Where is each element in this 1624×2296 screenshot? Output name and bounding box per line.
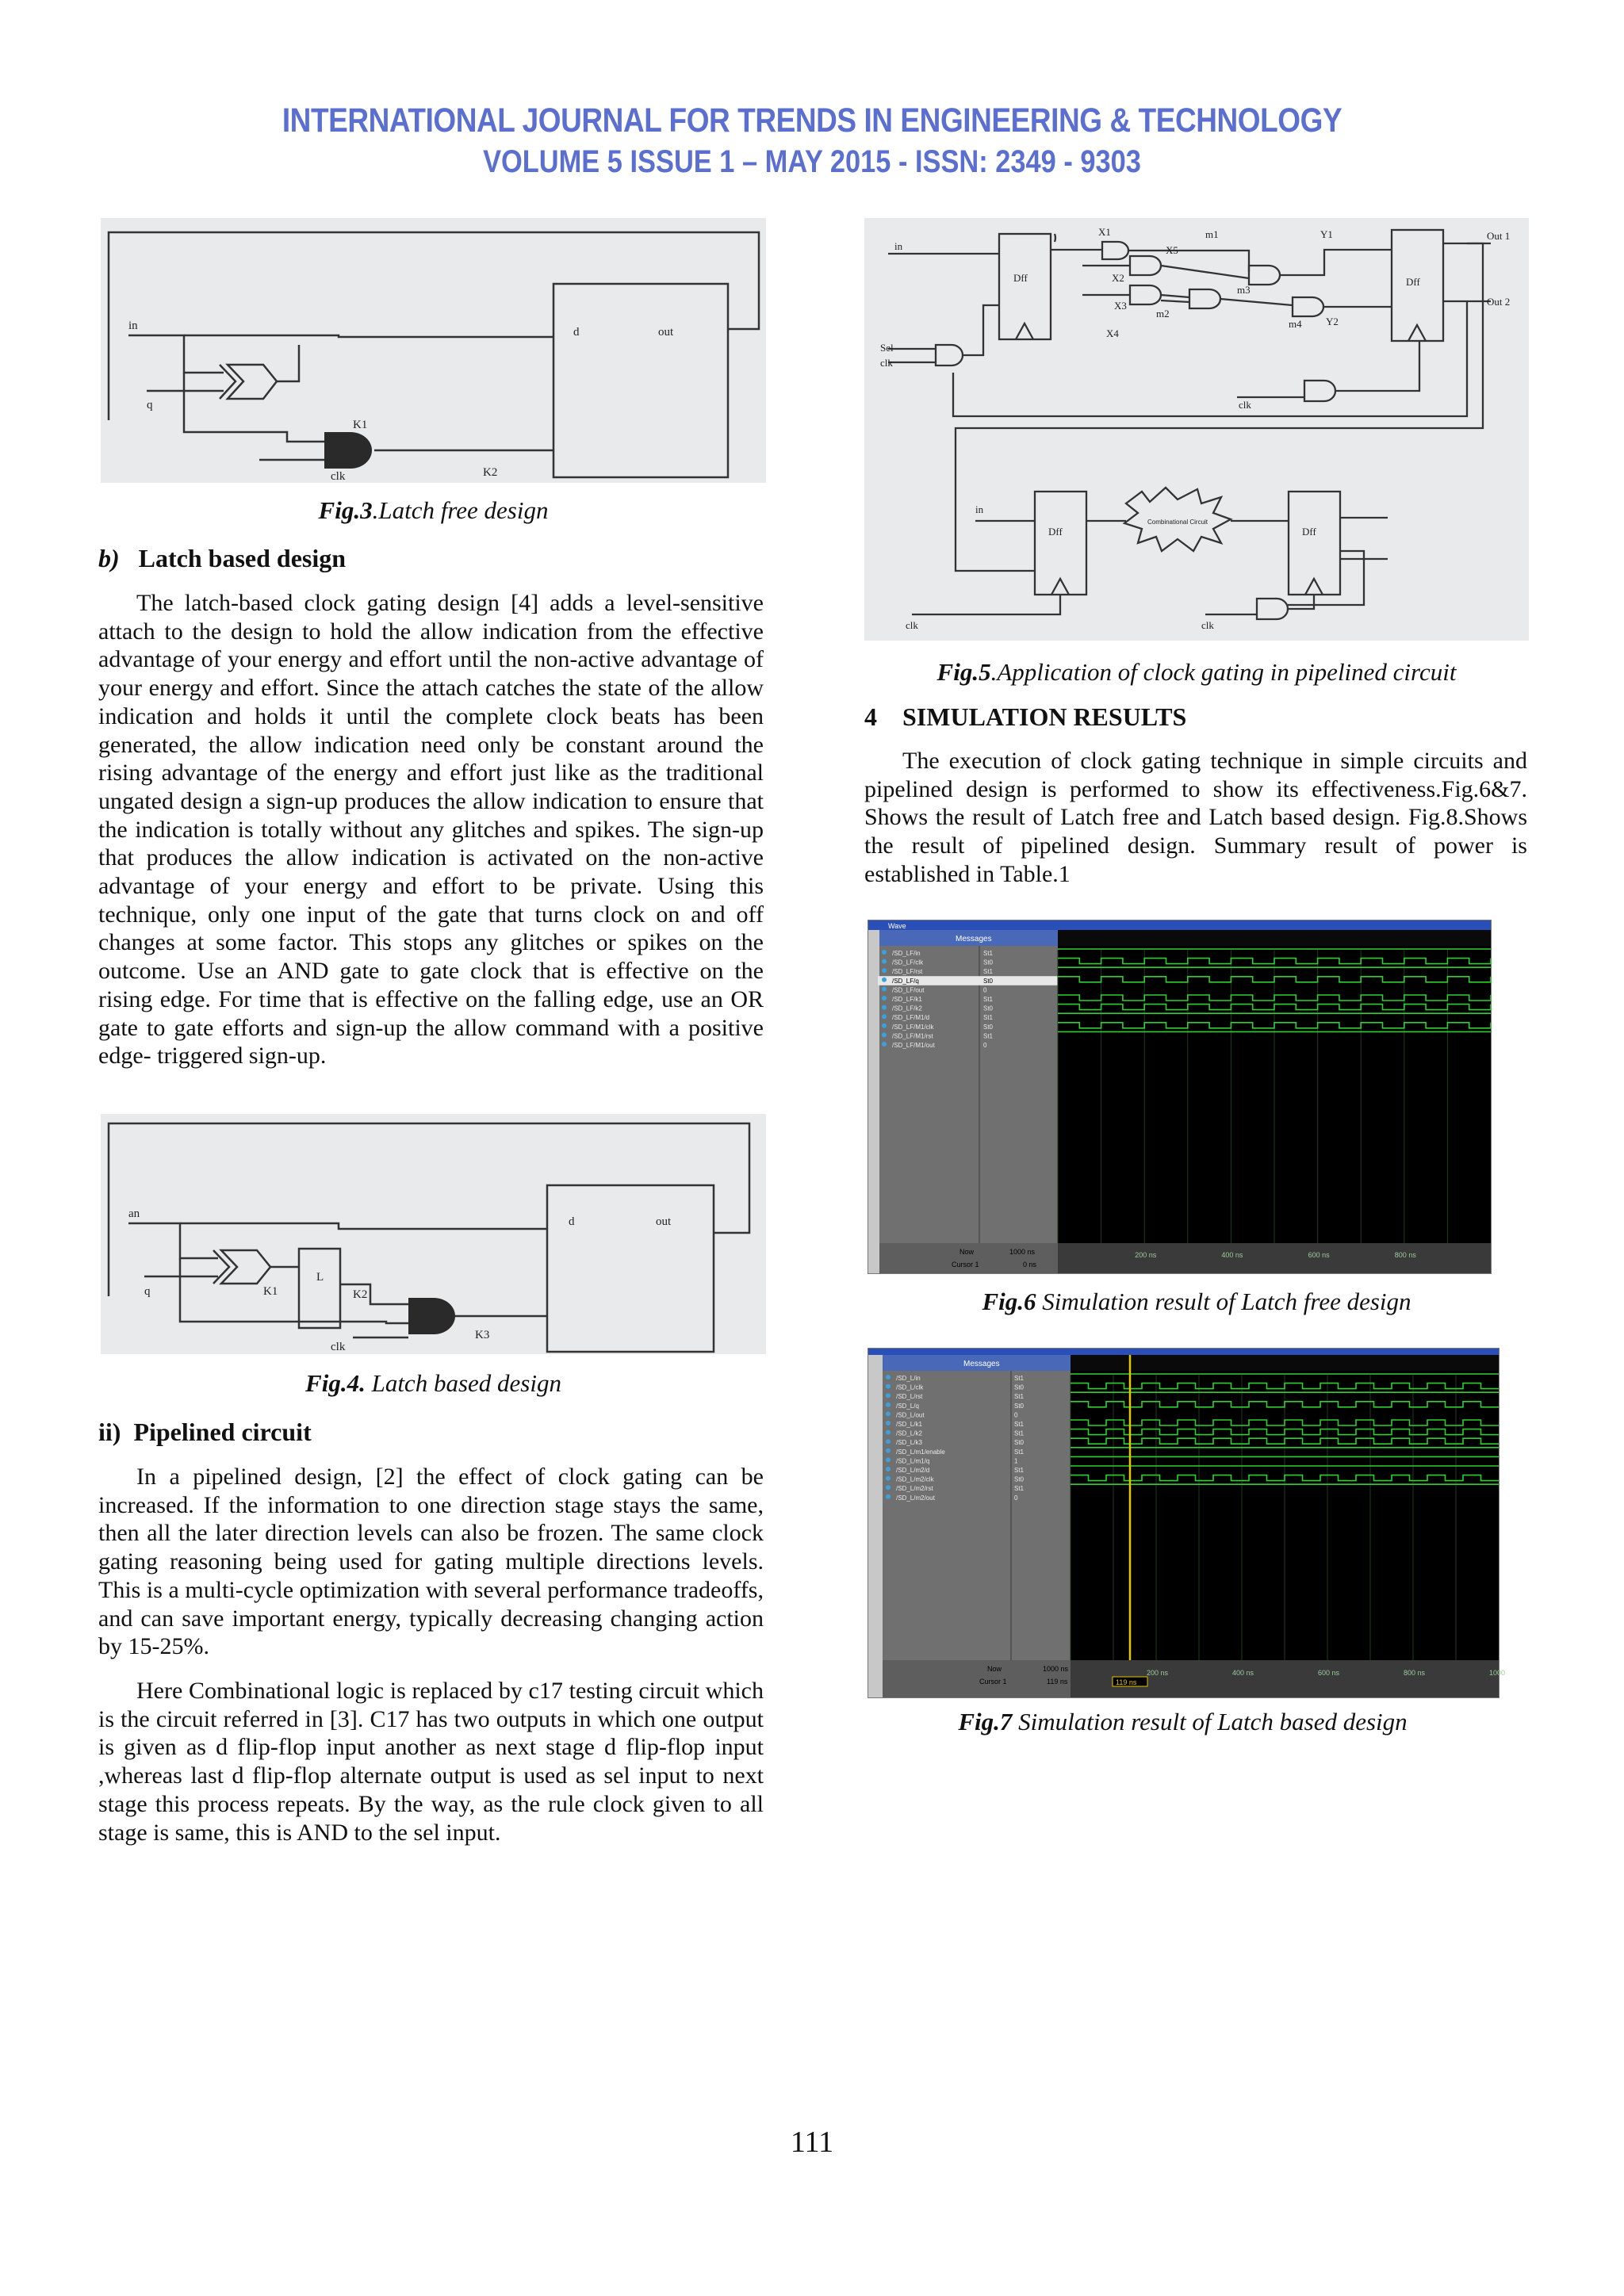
- fig4-caption-text: Latch based design: [365, 1369, 561, 1397]
- fig6-now-label: Now: [959, 1248, 975, 1256]
- fig6-cursor-label: Cursor 1: [952, 1261, 979, 1269]
- fig7-signal-value: St1: [1014, 1375, 1025, 1382]
- fig6-signal-icon: [882, 996, 887, 1001]
- fig4-k1-label: K1: [263, 1285, 278, 1298]
- fig5-dff2-label: Dff: [1406, 276, 1420, 288]
- fig6-signal-name[interactable]: /SD_LF/M1/out: [892, 1042, 935, 1049]
- fig6-caption: [868, 1288, 1526, 1316]
- fig6-cursor-value: 0 ns: [1023, 1261, 1037, 1269]
- fig3-d-label: d: [573, 326, 580, 339]
- fig5-x4-label: X4: [1106, 327, 1119, 339]
- fig6-waveform-svg: [868, 920, 1491, 1273]
- fig7-cursor-label: Cursor 1: [979, 1678, 1007, 1686]
- fig7-signal-value: St0: [1014, 1383, 1025, 1391]
- fig6-time-tick: 600 ns: [1308, 1251, 1330, 1259]
- fig5-y2-label: Y2: [1326, 316, 1339, 327]
- fig7-signal-value: St0: [1014, 1439, 1025, 1447]
- fig6-signal-value: St1: [983, 996, 994, 1003]
- fig6-signal-value: St0: [983, 959, 994, 966]
- fig4-q-label: q: [144, 1285, 151, 1298]
- fig6-caption-text: Simulation result of Latch free design: [1036, 1288, 1411, 1315]
- fig5-comb-label: Combinational Circuit: [1147, 519, 1208, 526]
- section-ii-paragraph-2: Here Combinational logic is replaced by c17 testing circuit which is the circuit referred in [3]. C17 has two outputs in which one output is given as d flip-flop input another as next stage d flip-flop input ,whereas last d flip-flop alternate output is used as sel input to next stage this process repeats. By the way, as the rule clock given to all stage is same, this is AND to the sel input.: [98, 1678, 764, 1846]
- fig7-time-tick: 600 ns: [1318, 1669, 1340, 1677]
- fig7-signal-value: St0: [1014, 1402, 1025, 1410]
- fig6-waveform: [1058, 959, 1491, 964]
- fig6-signal-value: St0: [983, 1023, 994, 1031]
- fig6-waveform: [1058, 1004, 1491, 1010]
- fig5-x5-label: X5: [1166, 244, 1178, 256]
- fig3-out-label: out: [658, 326, 674, 339]
- fig6-waveform: [1058, 995, 1491, 1001]
- fig5-clk-label: clk: [880, 357, 893, 369]
- fig6-signal-icon: [882, 950, 887, 955]
- fig5-m3-label: m3: [1237, 284, 1251, 296]
- fig6-signal-icon: [882, 968, 887, 973]
- fig5-dff4-label: Dff: [1302, 526, 1316, 538]
- fig3-in-label: in: [128, 320, 138, 332]
- section-4-paragraph: The execution of clock gating technique in simple circuits and pipelined design is performed to show its effectiveness.Fig.6&7. Shows the result of Latch free and Latch based design. Fig.8.Shows the result of pipelined design. Summary result of power is established in Table.1: [864, 748, 1527, 887]
- fig6-signal-icon: [882, 959, 887, 964]
- page-number: 111: [790, 2126, 834, 2159]
- fig4-caption: [101, 1369, 766, 1398]
- fig6-signal-icon: [882, 1014, 887, 1019]
- fig6-signal-value: St1: [983, 1032, 994, 1040]
- fig6-time-tick: 800 ns: [1394, 1251, 1416, 1259]
- fig6-signal-icon: [882, 1005, 887, 1010]
- fig6-signal-icon: [882, 1024, 887, 1028]
- fig5-m2-label: m2: [1156, 308, 1170, 320]
- section-ii-title: Pipelined circuit: [133, 1418, 312, 1446]
- fig5-clk2-label: clk: [1239, 399, 1251, 411]
- fig7-signal-name[interactable]: /SD_L/m2/clk: [896, 1475, 934, 1483]
- fig5-m1-label: m1: [1205, 228, 1219, 240]
- fig7-now-value: 1000 ns: [1043, 1665, 1069, 1673]
- fig6-now-value: 1000 ns: [1009, 1248, 1036, 1256]
- fig7-signal-value: 0: [1014, 1494, 1018, 1502]
- fig6-signal-value: 0: [983, 986, 987, 994]
- fig7-caption-num: Fig.7: [958, 1708, 1013, 1735]
- fig7-time-tick: 800 ns: [1404, 1669, 1426, 1677]
- fig6-signal-name[interactable]: /SD_LF/M1/rst: [892, 1032, 933, 1040]
- fig7-signal-name[interactable]: /SD_L/out: [896, 1411, 925, 1419]
- fig5-caption-text: .Application of clock gating in pipelined circuit: [990, 658, 1457, 686]
- journal-volume: VOLUME 5 ISSUE 1 – MAY 2015 - ISSN: 2349 - 9303: [483, 144, 1141, 179]
- fig6-waveform-window: [868, 920, 1492, 1274]
- fig5-x1-label: X1: [1098, 226, 1111, 238]
- fig4-latch-based-diagram: [101, 1114, 766, 1354]
- section-ii-paragraph-1: In a pipelined design, [2] the effect of clock gating can be increased. If the information to one direction stage stays the same, then all the later direction levels can also be frozen. The same clock gating reasoning being used for gating multiple directions levels. This is a multi-cycle optimization with several performance tradeoffs, and can save important energy, typically decreasing changing action by 15-25%.: [98, 1464, 764, 1660]
- fig5-out1-label: Out 1: [1487, 230, 1511, 242]
- fig5-pipelined-diagram: [864, 218, 1529, 641]
- fig5-y1-label: Y1: [1320, 228, 1333, 240]
- fig7-signal-value: 1: [1014, 1457, 1018, 1465]
- fig7-signal-name[interactable]: /SD_L/m2/d: [896, 1467, 930, 1474]
- fig6-signal-icon: [882, 1032, 887, 1037]
- fig5-in-label: in: [894, 240, 903, 252]
- fig7-messages-header: Messages: [963, 1360, 1000, 1368]
- fig7-signal-icon: [886, 1457, 891, 1462]
- fig5-caption: [864, 658, 1529, 687]
- fig7-signal-icon: [886, 1393, 891, 1398]
- fig3-schematic: [101, 218, 766, 483]
- fig7-signal-value: St1: [1014, 1467, 1025, 1474]
- fig6-window-title: Wave: [888, 922, 906, 930]
- fig6-signal-name[interactable]: /SD_LF/k2: [892, 1004, 922, 1012]
- section-ii-heading: [98, 1418, 312, 1447]
- fig5-sel-label: Sel: [880, 342, 894, 354]
- fig6-time-tick: 400 ns: [1221, 1251, 1243, 1259]
- fig3-caption-num: Fig.3: [318, 496, 373, 524]
- section-4-title: SIMULATION RESULTS: [902, 702, 1187, 731]
- fig6-signal-value: St0: [983, 977, 994, 985]
- fig7-signal-value: St1: [1014, 1429, 1025, 1437]
- fig6-signal-name[interactable]: /SD_LF/rst: [892, 968, 923, 976]
- fig6-signal-icon: [882, 986, 887, 991]
- fig7-signal-icon: [886, 1439, 891, 1444]
- fig7-signal-name[interactable]: /SD_L/k1: [896, 1421, 922, 1428]
- fig6-signal-name[interactable]: /SD_LF/in: [892, 950, 921, 957]
- fig4-d-label: d: [569, 1215, 575, 1228]
- fig4-k3-label: K3: [475, 1329, 490, 1341]
- fig6-signal-name[interactable]: /SD_LF/M1/clk: [892, 1023, 934, 1031]
- fig5-x2-label: X2: [1112, 272, 1124, 284]
- fig6-waveform: [1058, 977, 1491, 982]
- section-4-heading: [864, 702, 1186, 732]
- fig7-signal-icon: [886, 1467, 891, 1471]
- fig5-caption-num: Fig.5: [936, 658, 991, 686]
- fig4-caption-num: Fig.4.: [305, 1369, 366, 1397]
- fig7-now-label: Now: [987, 1665, 1002, 1673]
- fig5-in2-label: in: [975, 503, 984, 515]
- fig7-signal-name[interactable]: /SD_L/m1/enable: [896, 1448, 945, 1456]
- fig7-signal-value: St1: [1014, 1448, 1025, 1456]
- fig6-signal-icon: [882, 1042, 887, 1047]
- fig7-signal-icon: [886, 1375, 891, 1380]
- fig7-signal-name[interactable]: /SD_L/m2/out: [896, 1494, 935, 1502]
- fig7-signal-name[interactable]: /SD_L/k3: [896, 1439, 922, 1447]
- fig6-signal-value: St1: [983, 968, 994, 976]
- fig7-signal-value: 0: [1014, 1411, 1018, 1419]
- section-4-num: 4: [864, 702, 877, 731]
- section-b-paragraph: The latch-based clock gating design [4] adds a level-sensitive attach to the design to hold the allow indication from the effective advantage of your energy and effort until the non-active advantage of your energy and effort. Since the attach catches the state of the allow indication and holds it until the complete clock beats has been generated, the allow indication need only be constant around the rising advantage of the energy and effort just like as the traditional ungated design a sign-up produces the allow indication to ensure that the indication is totally without any glitches and spikes. The sign-up that produces the allow indication is activated on the non-active advantage of your energy and effort to be private. Using this technique, only one input of the gate that turns clock on and off changes at some factor. This stops any glitches or spikes on the outcome. Use an AND gate to gate clock that is effective on the rising edge. For time that is effective on the falling edge, use an OR gate to gate efforts and sign-up the allow command with a positive edge- triggered sign-up.: [98, 590, 764, 1070]
- fig7-caption-text: Simulation result of Latch based design: [1012, 1708, 1408, 1735]
- fig7-signal-name[interactable]: /SD_L/clk: [896, 1383, 924, 1391]
- fig3-k1-label: K1: [353, 419, 368, 431]
- fig6-signal-name[interactable]: /SD_LF/q: [892, 977, 919, 985]
- fig7-signal-name[interactable]: /SD_L/m2/rst: [896, 1485, 933, 1493]
- fig6-signal-icon: [882, 978, 887, 982]
- fig7-signal-icon: [886, 1430, 891, 1435]
- section-b-heading: [98, 544, 346, 573]
- fig7-signal-icon: [886, 1485, 891, 1490]
- fig4-and-gate: [408, 1298, 455, 1334]
- fig6-signal-name[interactable]: /SD_LF/M1/d: [892, 1014, 930, 1022]
- fig4-schematic: [101, 1114, 766, 1354]
- fig7-signal-icon: [886, 1402, 891, 1407]
- fig7-signal-value: St1: [1014, 1485, 1025, 1493]
- fig3-latch-free-diagram: [101, 218, 766, 483]
- section-ii-num: ii): [98, 1418, 121, 1446]
- fig6-caption-num: Fig.6: [982, 1288, 1036, 1315]
- fig3-caption: [101, 496, 766, 525]
- fig6-signal-value: 0: [983, 1042, 987, 1049]
- fig3-clk-label: clk: [331, 470, 346, 483]
- fig7-time-tick: 400 ns: [1232, 1669, 1254, 1677]
- fig7-signal-name[interactable]: /SD_L/k2: [896, 1429, 922, 1437]
- fig5-clk4-label: clk: [1201, 619, 1214, 631]
- fig7-signal-name[interactable]: /SD_L/rst: [896, 1393, 923, 1401]
- fig7-signal-icon: [886, 1448, 891, 1453]
- fig5-x3-label: X3: [1114, 300, 1127, 312]
- fig7-time-tick: 1000: [1489, 1669, 1506, 1677]
- fig6-waveform: [1058, 1023, 1491, 1028]
- fig7-signal-icon: [886, 1384, 891, 1389]
- fig5-schematic: [864, 218, 1529, 641]
- fig5-dff3-label: Dff: [1048, 526, 1063, 538]
- fig7-time-tick: 200 ns: [1147, 1669, 1169, 1677]
- fig4-in-label: an: [128, 1207, 140, 1220]
- section-b-num: b): [98, 544, 120, 572]
- fig7-signal-name[interactable]: /SD_L/in: [896, 1375, 921, 1382]
- fig6-signal-value: St1: [983, 950, 994, 957]
- fig4-l-label: L: [316, 1271, 324, 1284]
- fig4-k2-label: K2: [353, 1288, 368, 1301]
- fig7-waveform-window: [868, 1348, 1506, 1698]
- fig7-signal-icon: [886, 1421, 891, 1425]
- fig6-messages-header: Messages: [956, 935, 992, 943]
- fig7-signal-name[interactable]: /SD_L/q: [896, 1402, 919, 1410]
- fig7-signal-icon: [886, 1411, 891, 1416]
- fig6-signal-name[interactable]: /SD_LF/clk: [892, 959, 924, 966]
- journal-title: INTERNATIONAL JOURNAL FOR TRENDS IN ENGINEERING & TECHNOLOGY: [282, 101, 1342, 140]
- fig6-time-tick: 200 ns: [1135, 1251, 1157, 1259]
- fig6-signal-name[interactable]: /SD_LF/out: [892, 986, 925, 994]
- fig6-signal-value: St1: [983, 1014, 994, 1022]
- fig7-cursor-flag: 119 ns: [1116, 1678, 1137, 1686]
- fig5-clk3-label: clk: [906, 619, 918, 631]
- fig7-signal-value: St0: [1014, 1475, 1025, 1483]
- fig3-q-label: q: [147, 399, 153, 411]
- section-b-title: Latch based design: [138, 544, 347, 572]
- fig3-and-gate: [324, 432, 372, 469]
- fig7-signal-name[interactable]: /SD_L/m1/q: [896, 1457, 930, 1465]
- fig7-signal-value: St1: [1014, 1393, 1025, 1401]
- fig5-out2-label: Out 2: [1487, 296, 1511, 308]
- fig7-signal-icon: [886, 1476, 891, 1481]
- fig7-caption: [868, 1708, 1498, 1736]
- fig7-signal-icon: [886, 1494, 891, 1499]
- fig5-m4-label: m4: [1289, 318, 1302, 330]
- fig6-signal-value: St0: [983, 1004, 994, 1012]
- fig3-caption-text: .Latch free design: [372, 496, 549, 524]
- fig3-k2-label: K2: [483, 466, 498, 479]
- fig4-out-label: out: [656, 1215, 672, 1228]
- fig7-waveform-svg: [868, 1349, 1506, 1697]
- fig5-dff1-label: Dff: [1013, 272, 1028, 284]
- fig7-cursor-value: 119 ns: [1047, 1678, 1068, 1686]
- fig6-signal-name[interactable]: /SD_LF/k1: [892, 996, 922, 1003]
- fig7-signal-value: St1: [1014, 1421, 1025, 1428]
- fig4-clk-label: clk: [331, 1341, 346, 1353]
